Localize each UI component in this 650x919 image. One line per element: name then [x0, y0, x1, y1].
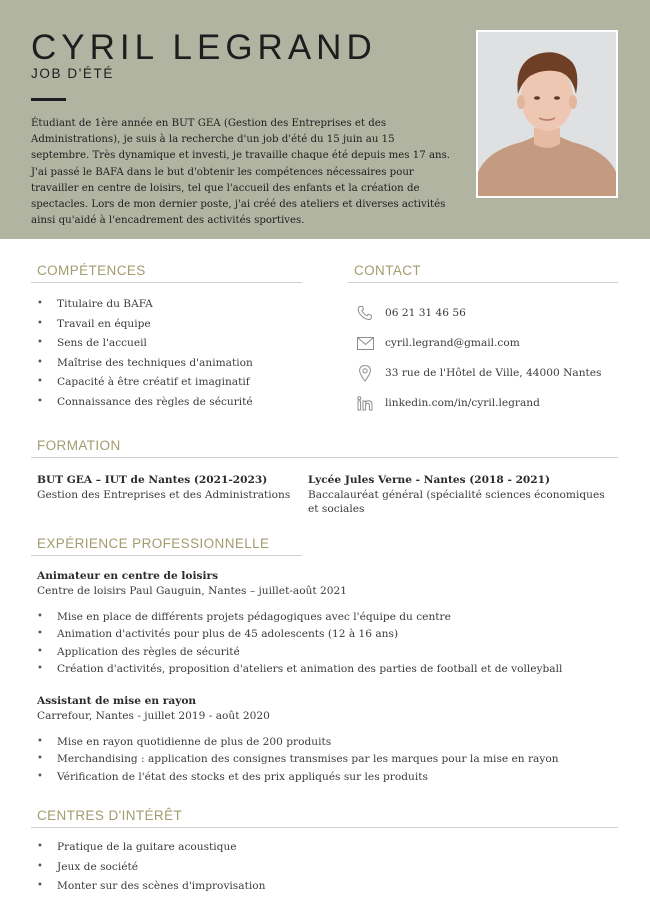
- list-item: • Monter sur des scènes d'improvisation: [37, 880, 265, 900]
- list-item: • Capacité à être créatif et imaginatif: [37, 376, 253, 396]
- job-place: Carrefour, Nantes - juillet 2019 - août 2020: [37, 709, 270, 722]
- job-header: [37, 569, 597, 598]
- competences-list: [37, 298, 253, 415]
- list-item: • Application des règles de sécurité: [37, 646, 562, 663]
- formation-school: BUT GEA – IUT de Nantes (2021-2023): [37, 474, 268, 486]
- contact-email: [356, 333, 520, 353]
- job-place: Centre de loisirs Paul Gauguin, Nantes – juillet-août 2021: [37, 584, 348, 597]
- header-band: [0, 0, 650, 239]
- contact-address: [356, 363, 601, 383]
- profile-photo: [476, 30, 618, 198]
- title-underline: [31, 98, 66, 101]
- section-divider: [31, 827, 618, 828]
- formation-detail: Gestion des Entreprises et des Administrations: [37, 488, 291, 501]
- section-title-interets: CENTRES D'INTÉRÊT: [37, 808, 183, 823]
- phone-number[interactable]: 06 21 31 46 56: [385, 307, 466, 319]
- contact-linkedin: [356, 393, 540, 413]
- section-divider: [348, 282, 618, 283]
- list-item: • Mise en place de différents projets pédagogiques avec l'équipe du centre: [37, 611, 562, 628]
- mail-icon: [356, 334, 374, 352]
- list-item: • Travail en équipe: [37, 318, 253, 338]
- email-address[interactable]: cyril.legrand@gmail.com: [385, 337, 520, 349]
- linkedin-icon: [356, 394, 374, 412]
- list-item: • Création d'activités, proposition d'ateliers et animation des parties de football et de volleyball: [37, 663, 562, 680]
- list-item: • Pratique de la guitare acoustique: [37, 841, 265, 861]
- section-divider: [31, 282, 302, 283]
- list-item: • Sens de l'accueil: [37, 337, 253, 357]
- formation-entry: [308, 473, 613, 517]
- formation-entry: [37, 473, 297, 502]
- section-divider: [31, 555, 302, 556]
- job-title: JOB D'ÉTÉ: [31, 66, 114, 81]
- linkedin-url[interactable]: linkedin.com/in/cyril.legrand: [385, 397, 540, 409]
- list-item: • Vérification de l'état des stocks et des prix appliqués sur les produits: [37, 771, 559, 788]
- list-item: • Connaissance des règles de sécurité: [37, 396, 253, 416]
- list-item: • Merchandising : application des consignes transmises par les marques pour la mise en rayon: [37, 753, 559, 770]
- candidate-name: CYRIL LEGRAND: [31, 28, 377, 67]
- phone-icon: [356, 304, 374, 322]
- location-pin-icon: [356, 364, 374, 382]
- job-role: Assistant de mise en rayon: [37, 695, 197, 707]
- section-title-contact: CONTACT: [354, 263, 422, 278]
- list-item: • Maîtrise des techniques d'animation: [37, 357, 253, 377]
- section-title-experience: EXPÉRIENCE PROFESSIONNELLE: [37, 536, 270, 551]
- job-header: [37, 694, 597, 723]
- list-item: • Titulaire du BAFA: [37, 298, 253, 318]
- job-tasks-list: [37, 736, 559, 788]
- list-item: • Animation d'activités pour plus de 45 adolescents (12 à 16 ans): [37, 628, 562, 645]
- section-title-competences: COMPÉTENCES: [37, 263, 146, 278]
- list-item: • Jeux de société: [37, 861, 265, 881]
- formation-school: Lycée Jules Verne - Nantes (2018 - 2021): [308, 474, 551, 486]
- formation-detail: Baccalauréat général (spécialité sciences économiques et sociales: [308, 488, 605, 515]
- interets-list: [37, 841, 265, 900]
- job-tasks-list: [37, 611, 562, 680]
- postal-address: 33 rue de l'Hôtel de Ville, 44000 Nantes: [385, 367, 602, 379]
- intro-paragraph: Étudiant de 1ère année en BUT GEA (Gestion des Entreprises et des Administrations), je suis à la recherche d'un job d'été du 15 juin au 15 septembre. Très dynamique et investi, je travaille chaque été depuis mes 17 ans. J'ai passé le BAFA dans le but d'obtenir les compétences nécessaires pour travailler en centre de loisirs, tel que l'accueil des enfants et la création de spectacles. Lors de mon dernier poste, j'ai créé des ateliers et diverses activités ainsi qu'aidé à l'encadrement des activités sportives.: [31, 118, 451, 227]
- contact-phone: [356, 303, 466, 323]
- section-title-formation: FORMATION: [37, 438, 121, 453]
- job-role: Animateur en centre de loisirs: [37, 570, 219, 582]
- section-divider: [31, 457, 618, 458]
- list-item: • Mise en rayon quotidienne de plus de 200 produits: [37, 736, 559, 753]
